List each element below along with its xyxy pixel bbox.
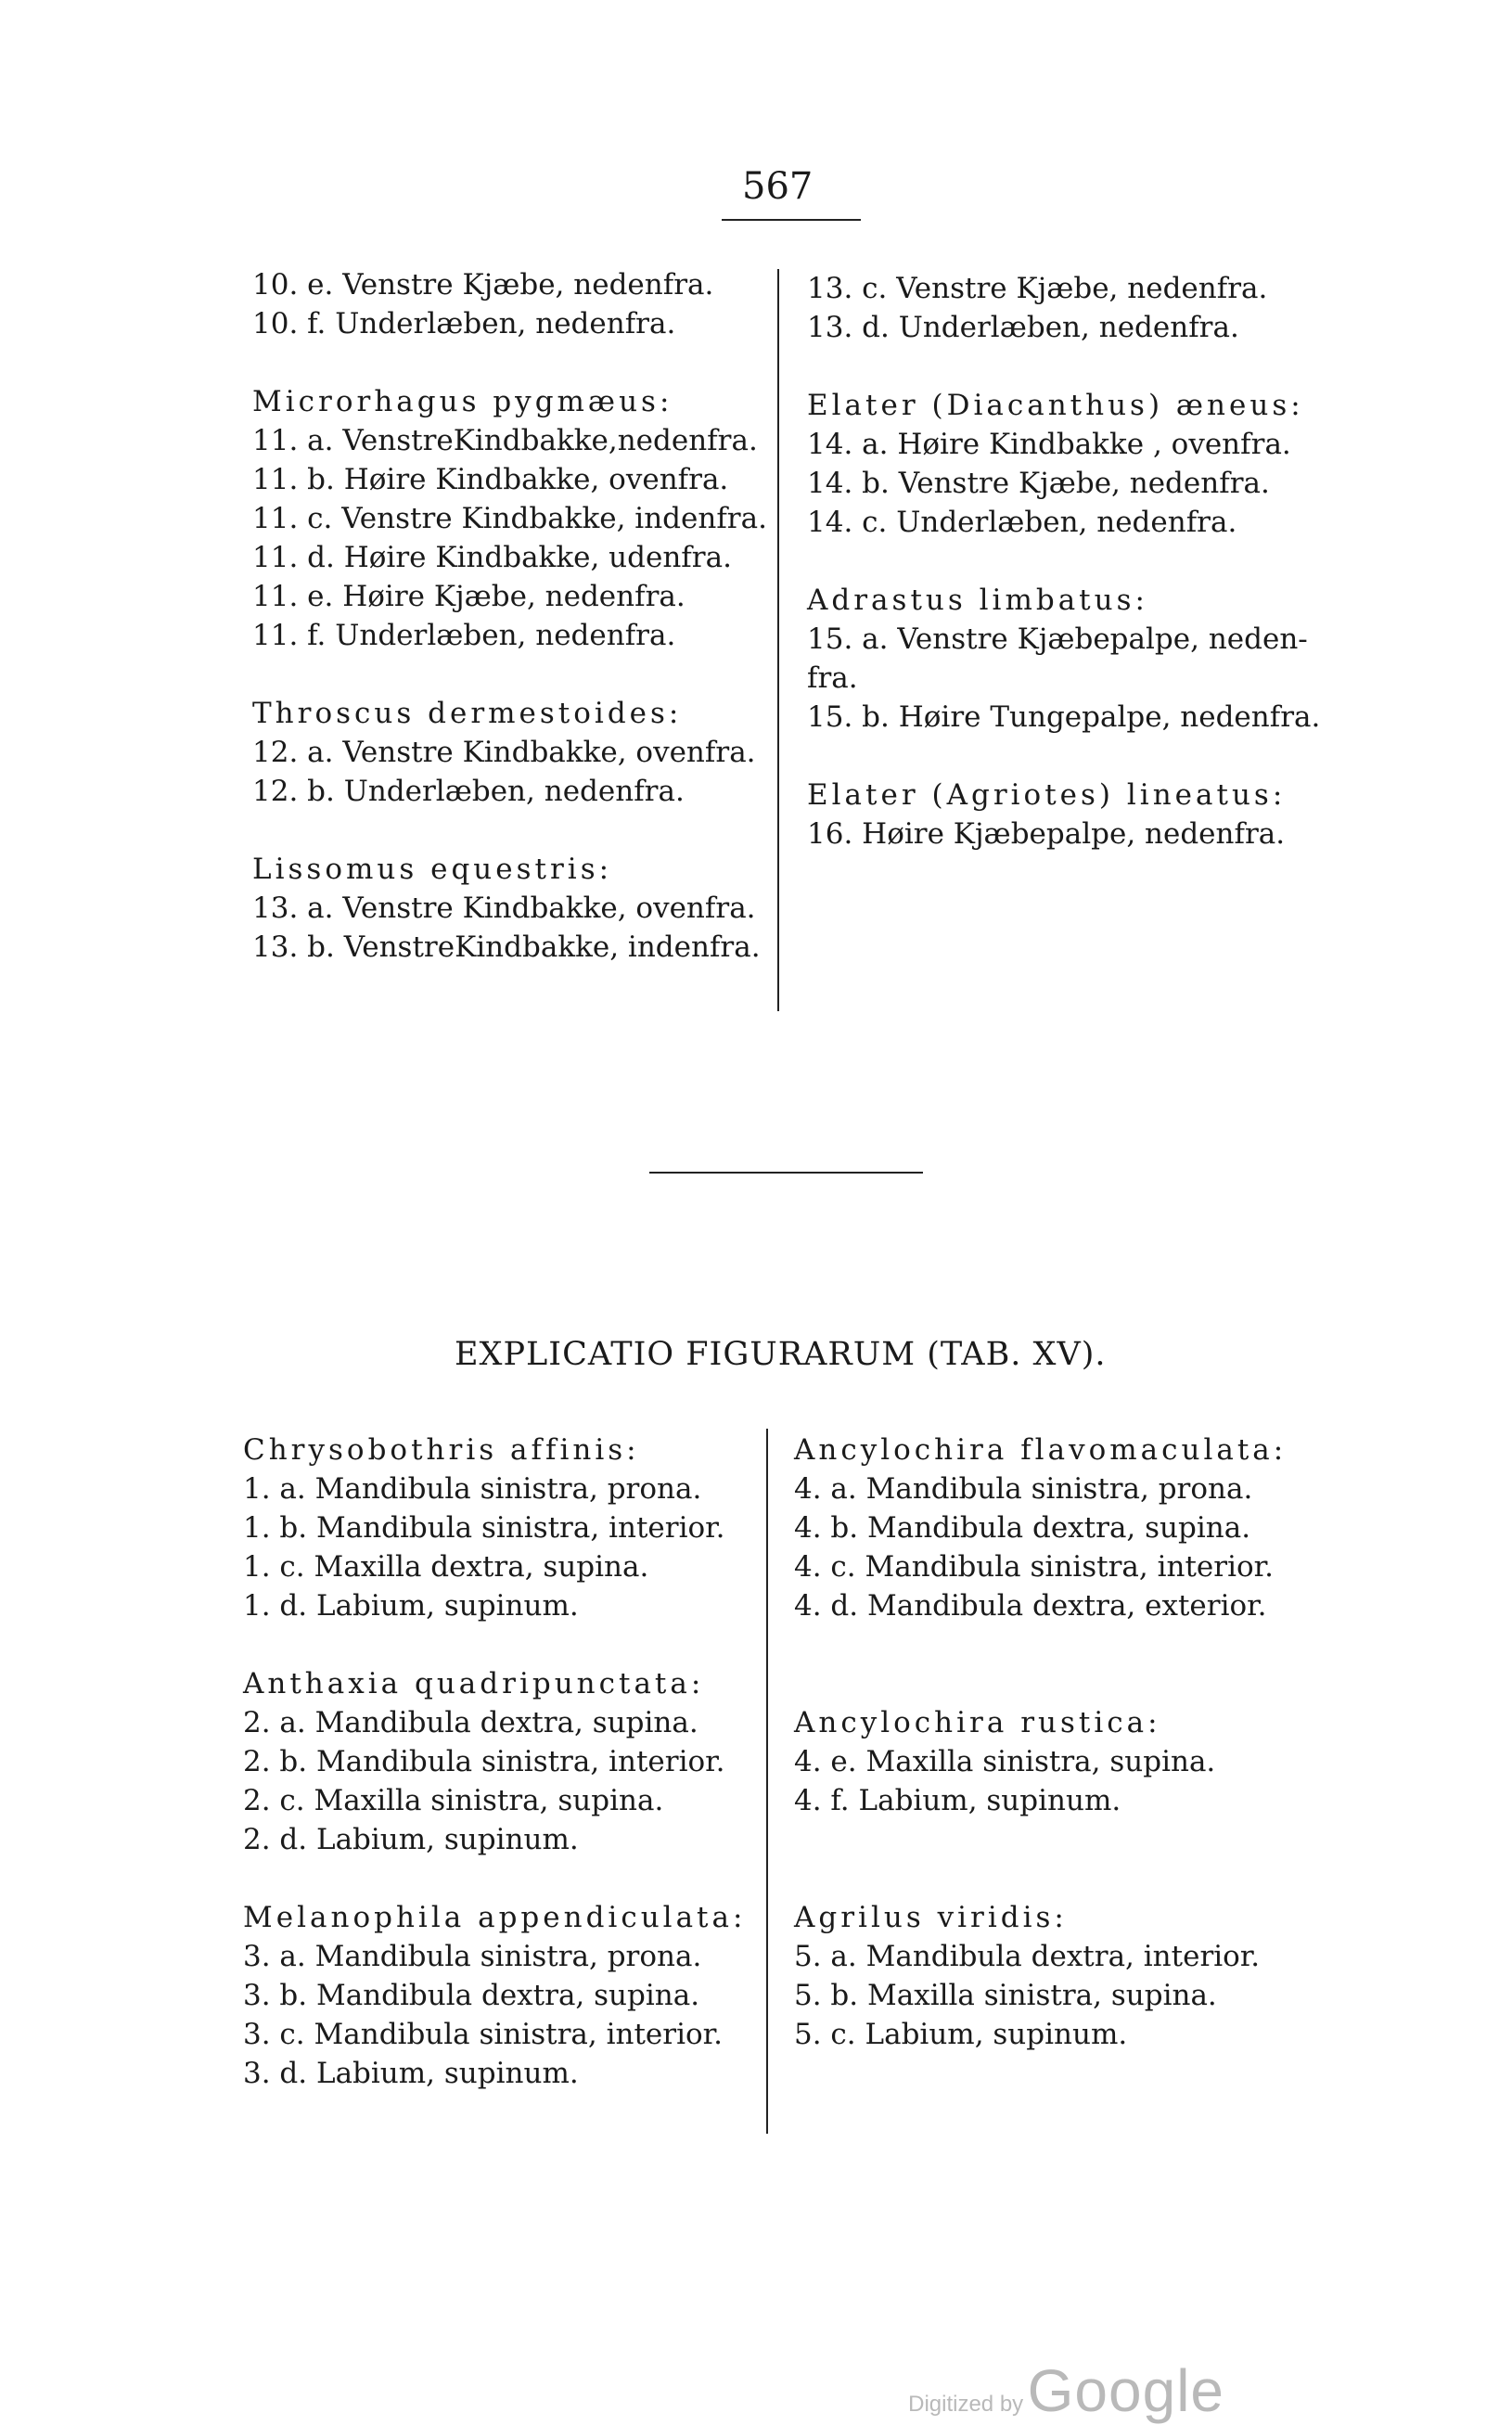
section-divider-rule [649,1172,923,1174]
species-heading: Anthaxia quadripunctata: [243,1667,705,1700]
figure-caption-line: 13. b. VenstreKindbakke, indenfra. [252,930,761,964]
figure-caption-line: 11. c. Venstre Kindbakke, indenfra. [252,502,767,535]
spacer [807,737,1320,776]
figure-caption-line: 2. b. Mandibula sinistra, interior. [243,1745,725,1778]
bottom-left-column [243,1431,746,2093]
figure-caption-line: 13. c. Venstre Kjæbe, nedenfra. [807,272,1268,305]
spacer [794,1625,1287,1664]
figure-caption-line: 11. b. Høire Kindbakke, ovenfra. [252,463,729,496]
species-heading: Agrilus viridis: [794,1901,1068,1934]
top-column-divider [777,269,779,1011]
species-heading: Elater (Agriotes) lineatus: [807,778,1287,812]
page-number: 567 [742,165,814,208]
figure-caption-line: 15. a. Venstre Kjæbepalpe, neden- [807,622,1308,656]
google-logo: Google [1027,2357,1224,2424]
figure-caption-line: 4. c. Mandibula sinistra, interior. [794,1550,1274,1584]
species-heading: Chrysobothris affinis: [243,1433,640,1467]
figure-caption-line: 2. a. Mandibula dextra, supina. [243,1706,698,1739]
spacer [243,1859,746,1898]
spacer [252,655,767,694]
species-heading: Ancylochira flavomaculata: [794,1433,1288,1467]
watermark-prefix: Digitized by [908,2392,1024,2417]
species-heading: Microrhagus pygmæus: [252,385,673,418]
figure-caption-line: 2. d. Labium, supinum. [243,1823,579,1856]
species-heading: Throscus dermestoides: [252,697,683,730]
figure-caption-line: 3. d. Labium, supinum. [243,2057,579,2090]
figure-caption-line: 4. f. Labium, supinum. [794,1784,1121,1817]
figure-caption-line: 11. d. Høire Kindbakke, udenfra. [252,541,732,574]
digitized-watermark [908,2356,1224,2425]
figure-caption-line: 5. c. Labium, supinum. [794,2018,1128,2051]
figure-caption-line: 10. e. Venstre Kjæbe, nedenfra. [252,268,714,302]
figure-caption-line: 13. d. Underlæben, nedenfra. [807,311,1239,344]
species-heading: Melanophila appendiculata: [243,1901,747,1934]
section-title: EXPLICATIO FIGURARUM (TAB. XV). [455,1336,1107,1373]
figure-caption-line: 4. e. Maxilla sinistra, supina. [794,1745,1216,1778]
figure-caption-line: 3. b. Mandibula dextra, supina. [243,1979,700,2012]
top-left-column [252,265,767,967]
spacer [252,343,767,382]
figure-caption-line: 3. a. Mandibula sinistra, prona. [243,1940,702,1973]
species-heading: Elater (Diacanthus) æneus: [807,389,1304,422]
figure-caption-line: 3. c. Mandibula sinistra, interior. [243,2018,723,2051]
figure-caption-line: 11. e. Høire Kjæbe, nedenfra. [252,580,686,613]
species-heading: Adrastus limbatus: [807,584,1148,617]
spacer [794,1820,1287,1859]
spacer [243,1625,746,1664]
figure-caption-line: 12. a. Venstre Kindbakke, ovenfra. [252,736,756,769]
figure-caption-line: 4. a. Mandibula sinistra, prona. [794,1472,1253,1506]
figure-caption-line: 5. a. Mandibula dextra, interior. [794,1940,1261,1973]
figure-caption-line: 2. c. Maxilla sinistra, supina. [243,1784,664,1817]
figure-caption-line: 10. f. Underlæben, nedenfra. [252,307,676,340]
figure-caption-line: 4. b. Mandibula dextra, supina. [794,1511,1251,1545]
figure-caption-line: 11. a. VenstreKindbakke,nedenfra. [252,424,758,457]
figure-caption-line: 16. Høire Kjæbepalpe, nedenfra. [807,817,1286,851]
figure-caption-line: 15. b. Høire Tungepalpe, nedenfra. [807,700,1321,734]
figure-caption-line: 1. d. Labium, supinum. [243,1589,579,1623]
figure-caption-line: 14. b. Venstre Kjæbe, nedenfra. [807,467,1270,500]
species-heading: Lissomus equestris: [252,853,613,886]
figure-caption-line: 4. d. Mandibula dextra, exterior. [794,1589,1267,1623]
bottom-column-divider [766,1429,768,2134]
figure-caption-line: 13. a. Venstre Kindbakke, ovenfra. [252,892,756,925]
spacer [794,1664,1287,1703]
top-right-column [807,269,1320,853]
figure-caption-line: 5. b. Maxilla sinistra, supina. [794,1979,1217,2012]
spacer [807,347,1320,386]
figure-caption-line: 1. c. Maxilla dextra, supina. [243,1550,649,1584]
figure-caption-line: 14. c. Underlæben, nedenfra. [807,506,1237,539]
figure-caption-line: 11. f. Underlæben, nedenfra. [252,619,676,652]
figure-caption-line: 1. b. Mandibula sinistra, interior. [243,1511,725,1545]
species-heading: Ancylochira rustica: [794,1706,1161,1739]
page-number-rule [722,219,861,221]
bottom-right-column [794,1431,1287,2054]
spacer [807,542,1320,581]
spacer [794,1859,1287,1898]
spacer [252,811,767,850]
figure-caption-line: 12. b. Underlæben, nedenfra. [252,775,685,808]
figure-caption-line: fra. [807,661,858,695]
figure-caption-line: 1. a. Mandibula sinistra, prona. [243,1472,702,1506]
figure-caption-line: 14. a. Høire Kindbakke , ovenfra. [807,428,1291,461]
